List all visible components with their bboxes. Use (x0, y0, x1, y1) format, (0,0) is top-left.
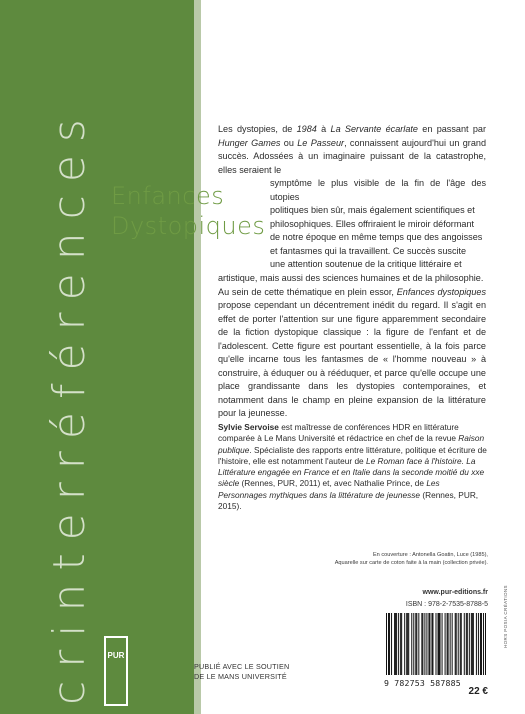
price: 22 € (468, 686, 488, 697)
green-band (0, 0, 194, 714)
svg-text:PUR: PUR (107, 651, 125, 660)
blurb-paragraph-1: Les dystopies, de 1984 à La Servante écarlate en passant par Hunger Games ou Le Passeur, connaissent aujourd'hui un grand succès. Adossées à un imaginaire puissant de la catastrophe, elles seraient le (218, 124, 487, 175)
blurb-paragraph-2: Au sein de cette thématique en plein essor, Enfances dystopiques propose cependant un décentrement inédit du regard. Il s'agit en effet de porter l'attention sur une figure apparemment secondaire de la fiction dystopique classique : la figure de l'enfant et de l'adolescent. Cette figure est pourtant essentielle, à la fois parce qu'elle incarne tous les fantasmes de « l'homme nouveau » à construire, à éduquer ou à rééduquer, et parce qu'elle occupe une place grandissante dans les dystopies contemporaines, et notamment dans le champ en pleine expansion de la littérature pour la jeunesse. (218, 286, 486, 419)
isbn: ISBN : 978-2-7535-8788-5 (405, 601, 488, 608)
pale-strip (194, 0, 201, 714)
back-cover-blurb: Les dystopies, de 1984 à La Servante écarlate en passant par Hunger Games ou Le Passeur, connaissent aujourd'hui un grand succès. Adossées à un imaginaire puissant de la catastrophe, elles seraient le symptôme le plus visible de la fin de l'âge des utopies politiques bien sûr, mais également scientifiques et philosophiques. Elles offriraient le miroir déformant de notre époque en même temps que des angoisses et fantasmes qui la travaillent. Ce succès suscite une attention soutenue de la critique littéraire et artistique, mais aussi des sciences humaines et de la philosophie. Au sein de cette thématique en plein essor, Enfances dystopiques propose cependant un décentrement inédit du regard. Il s'agit en effet de porter l'attention sur une figure apparemment secondaire de la fiction dystopique classique : la figure de l'enfant et de l'adolescent. Cette figure est pourtant essentielle, à la fois parce qu'elle incarne tous les fantasmes de « l'homme nouveau » à construire, à éduquer ou à rééduquer, et parce qu'elle occupe une place grandissante dans les dystopies contemporaines, et notamment dans le champ en pleine expansion de la littérature pour la jeunesse. (218, 123, 486, 421)
barcode-number: 9 782753 587885 (384, 678, 461, 688)
author-name: Sylvie Servoise (218, 422, 279, 432)
publisher-website[interactable]: www.pur-editions.fr (422, 589, 488, 596)
series-name: crinterréférences (44, 106, 95, 705)
author-bio: Sylvie Servoise est maîtresse de conférences HDR en littérature comparée à Le Mans Université et rédactrice en chef de la revue Raison publique. Spécialiste des rapports entre littérature, politique et écriture de l'histoire, elle est notamment l'auteur de Le Roman face à l'histoire. La Littérature engagée en France et en Italie dans la seconde moitié du xxe siècle (Rennes, PUR, 2011) et, avec Nathalie Prince, de Les Personnages mythiques dans la littérature de jeunesse (Rennes, PUR, 2015). (218, 422, 487, 512)
vertical-note: HORS POSIA CRÉATIONS (503, 585, 508, 648)
pur-logo-icon (104, 636, 128, 706)
cover-credit: En couverture : Antonella Goatin, Luce (1985), Aquarelle sur carte de coton faite à la main (collection privée). (334, 552, 488, 566)
barcode-icon (386, 613, 486, 679)
support-note: PUBLIÉ AVEC LE SOUTIEN DE LE MANS UNIVERSITÉ (194, 662, 290, 681)
title-line-2: Dystopiques (111, 212, 266, 240)
title-line-1: Enfances (111, 182, 225, 210)
